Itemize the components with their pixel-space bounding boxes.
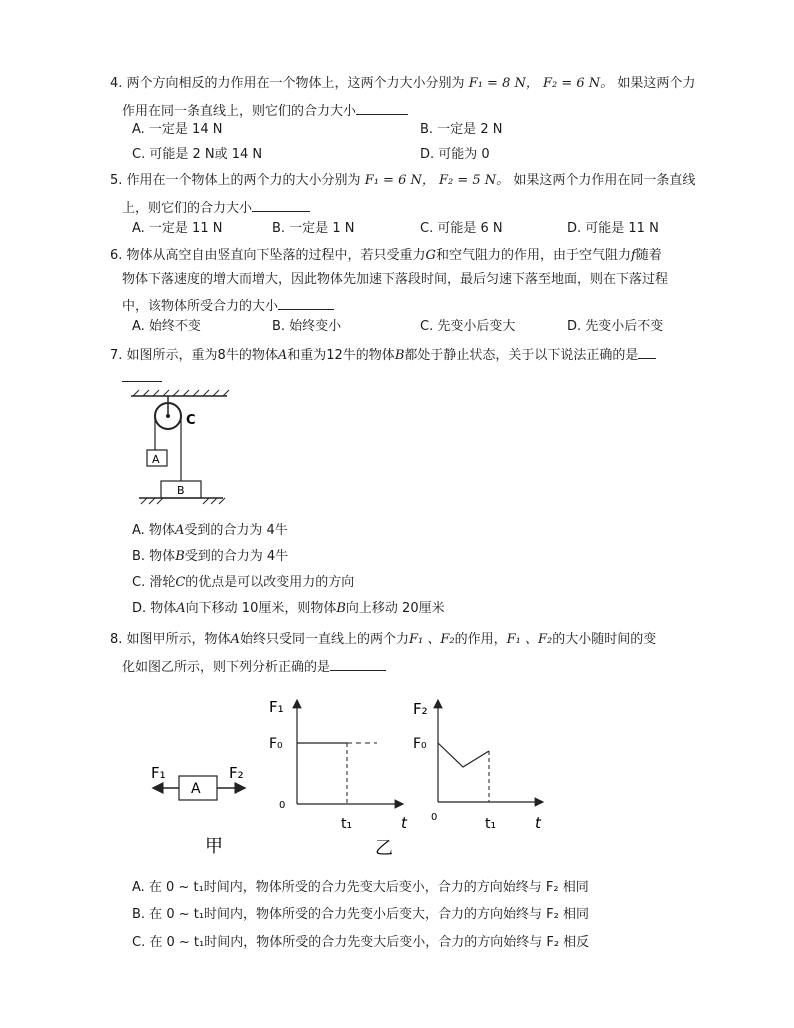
q7-blank-cont [122,367,162,388]
q7-option-c: C. 滑轮C的优点是可以改变用力的方向 [132,575,355,590]
label-b: B [177,484,185,497]
g2-curve [438,743,489,767]
g1-zero: 0 [279,800,286,811]
graph-f1 [269,698,408,832]
label-a: A [152,453,160,466]
q7-option-a: A. 物体A受到的合力为 4牛 [132,523,288,538]
g1-t1: t₁ [341,816,353,832]
g2-t: t [535,814,541,832]
answer-blank [122,367,162,382]
g2-f0-label: F₀ [413,736,427,752]
g1-t: t [401,814,407,832]
q4-option-b: B. 一定是 2 N [420,122,503,137]
q6-option-a: A. 始终不变 [132,319,201,334]
box-a-label: A [191,781,201,797]
g2-zero: 0 [431,812,438,823]
caption-yi: 乙 [375,838,393,859]
q5-option-c: C. 可能是 6 N [420,221,503,236]
g2-t1: t₁ [485,816,497,832]
label-c: C [186,413,196,428]
answer-blank [638,344,656,359]
q8-line1: 8. 如图甲所示，物体A始终只受同一直线上的两个力F₁ 、F₂的作用，F₁ 、F₂的大小随时间的变 [110,632,657,647]
q5-line1: 5. 作用在一个物体上的两个力的大小分别为 F₁ = 6 N， F₂ = 5 N。 如果这两个力作用在同一条直线 [110,173,696,188]
q5-option-d: D. 可能是 11 N [567,221,659,236]
g1-y-label: F₁ [269,698,284,716]
q8-option-c: C. 在 0 ~ t₁时间内，物体所受的合力先变大后变小，合力的方向始终与 F₂ 相反 [132,935,590,950]
q4-option-a: A. 一定是 14 N [132,122,223,137]
answer-blank [278,295,334,310]
answer-blank [252,197,310,212]
answer-blank [330,656,386,671]
q4-option-c: C. 可能是 2 N或 14 N [132,147,263,162]
q6-line1: 6. 物体从高空自由竖直向下坠落的过程中，若只受重力G和空气阻力的作用，由于空气阻力f随着 [110,248,662,263]
label-f1: F₁ [151,764,166,782]
q4-line1: 4. 两个方向相反的力作用在一个物体上，这两个力大小分别为 F₁ = 8 N， F₂ = 6 N。 如果这两个力 [110,76,696,91]
pulley-axle [166,414,170,418]
diagram-jia [151,764,245,857]
ceiling-hatch [133,390,229,396]
q4-option-d: D. 可能为 0 [420,147,490,162]
q8-line2: 化如图乙所示，则下列分析正确的是 [122,656,386,677]
ground-hatch [141,498,225,504]
q7-line1: 7. 如图所示，重为8牛的物体A和重为12牛的物体B都处于静止状态，关于以下说法正确的是 [110,344,656,365]
q5-option-b: B. 一定是 1 N [272,221,355,236]
q7-option-b: B. 物体B受到的合力为 4牛 [132,549,289,564]
g1-f0-label: F₀ [269,736,283,752]
pulley-figure [125,388,235,508]
q7-option-d: D. 物体A向下移动 10厘米，则物体B向上移动 20厘米 [132,601,445,616]
q5-line2: 上，则它们的合力大小 [122,197,310,218]
graph-f2 [413,700,543,832]
caption-jia: 甲 [205,836,223,857]
q6-option-d: D. 先变小后不变 [567,319,664,334]
q8-option-b: B. 在 0 ~ t₁时间内，物体所受的合力先变小后变大，合力的方向始终与 F₂ 相同 [132,907,590,922]
g2-y-label: F₂ [413,700,428,718]
answer-blank [356,100,408,115]
q5-option-a: A. 一定是 11 N [132,221,223,236]
q6-option-b: B. 始终变小 [272,319,342,334]
q6-line2: 物体下落速度的增大而增大，因此物体先加速下落段时间，最后匀速下落至地面，则在下落过程 [122,272,669,287]
q8-option-a: A. 在 0 ~ t₁时间内，物体所受的合力先变大后变小，合力的方向始终与 F₂ 相同 [132,880,589,895]
q6-option-c: C. 先变小后变大 [420,319,516,334]
label-f2: F₂ [229,764,244,782]
q6-line3: 中，该物体所受合力的大小 [122,295,334,316]
q4-line2: 作用在同一条直线上，则它们的合力大小 [122,100,408,121]
force-time-figure [145,690,565,865]
